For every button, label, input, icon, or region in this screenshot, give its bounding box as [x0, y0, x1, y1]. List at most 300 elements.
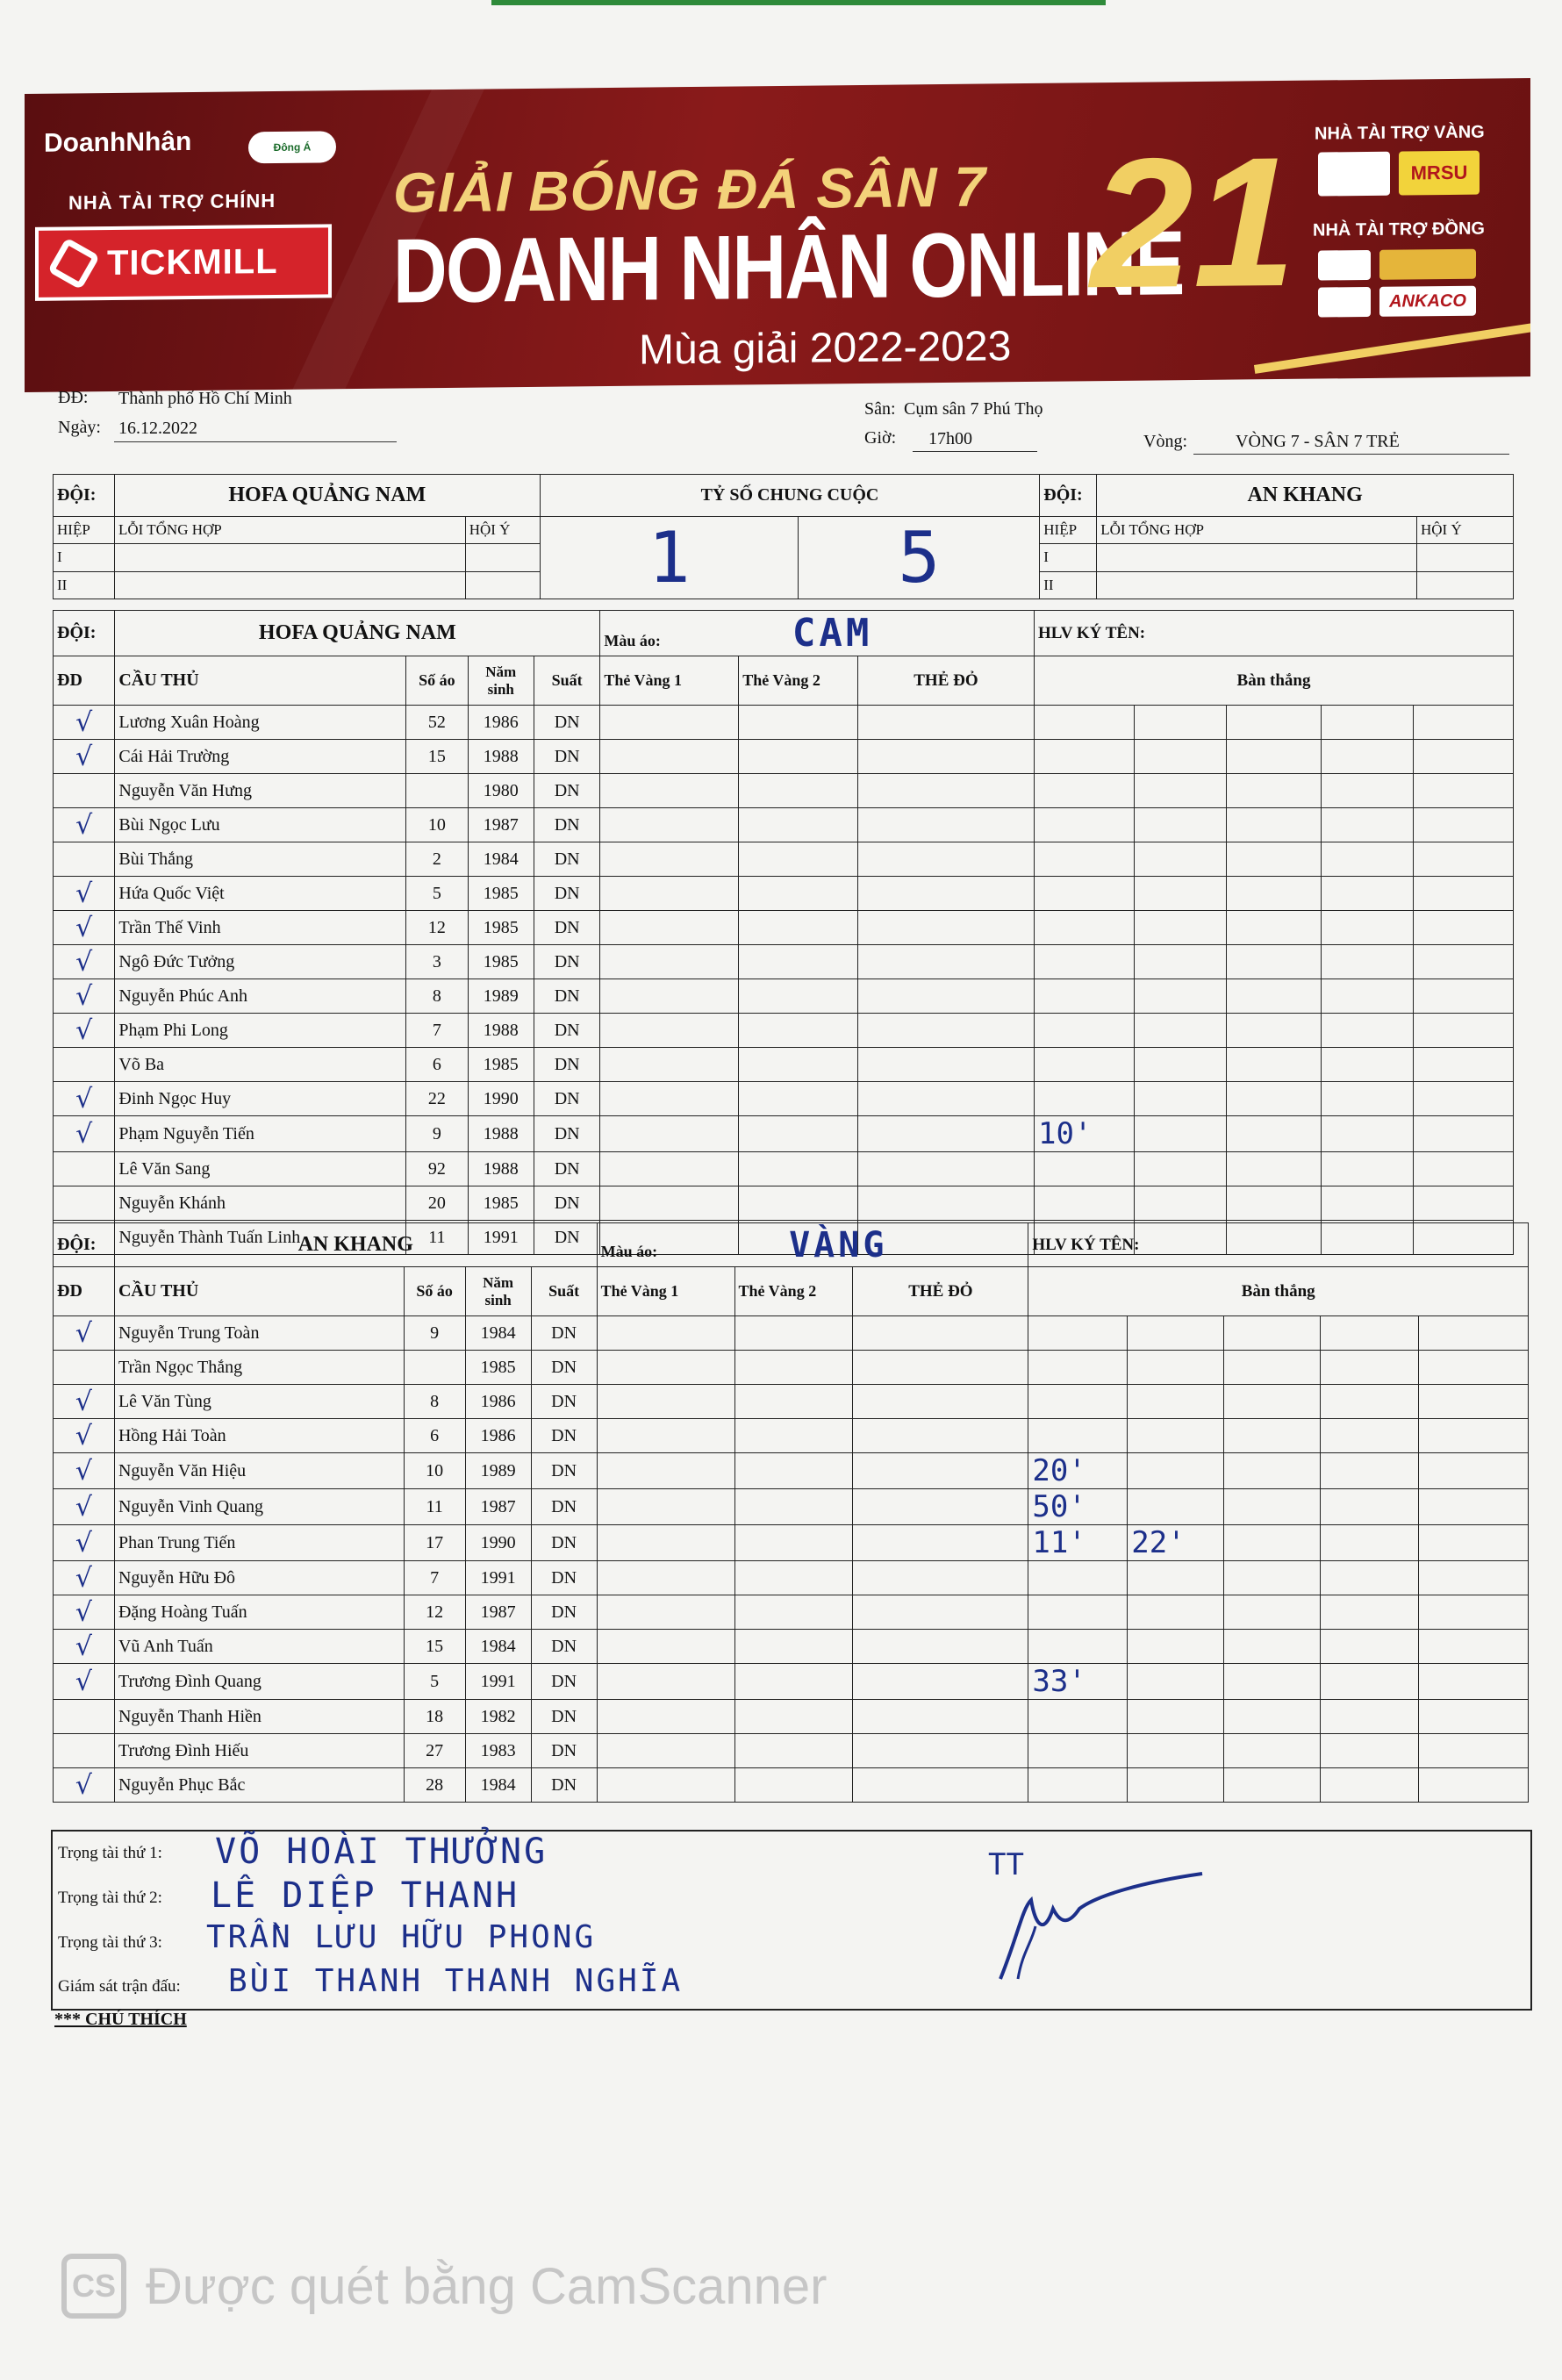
referee1-value: VÕ HOÀI THƯỞNG	[215, 1832, 548, 1872]
round-value: VÒNG 7 - SÂN 7 TRẺ	[1236, 432, 1400, 451]
team1-shirt-number: 2	[406, 842, 468, 877]
team2-shirt-number: 7	[404, 1561, 465, 1595]
team1-goal-cell	[1321, 877, 1414, 911]
team1-player-row	[54, 842, 1514, 877]
team2-goal-cell	[1028, 1700, 1128, 1734]
team2-label: ĐỘI:	[54, 1223, 115, 1267]
team-b-name: AN KHANG	[1097, 475, 1514, 517]
signature	[983, 1847, 1211, 1988]
team2-goal-cell	[1419, 1351, 1529, 1385]
team1-player-type: DN	[534, 1152, 599, 1186]
team-a-label: ĐỘI:	[54, 475, 115, 517]
team2-card-cell	[734, 1419, 853, 1453]
team1-goal-cell	[1134, 1116, 1227, 1152]
gold-sponsor-logo-2: MRSU	[1399, 151, 1480, 196]
team1-card-cell	[857, 1014, 1034, 1048]
team2-check-mark: √	[54, 1316, 115, 1351]
team1-player-name: Ngô Đức Tưởng	[115, 945, 406, 979]
team2-player-row	[54, 1316, 1529, 1351]
team2-goal-cell	[1224, 1316, 1321, 1351]
team2-card-cell	[597, 1768, 734, 1803]
team1-goal-cell	[1414, 842, 1514, 877]
team1-shirt-number: 8	[406, 979, 468, 1014]
team1-shirt-number: 15	[406, 740, 468, 774]
gold-sponsor-label: NHÀ TÀI TRỢ VÀNG	[1315, 122, 1485, 144]
team2-player-header: CẦU THỦ	[114, 1267, 404, 1316]
team2-shirt-number: 10	[404, 1453, 465, 1489]
team1-goal-cell	[1321, 774, 1414, 808]
team2-goal-cell	[1224, 1489, 1321, 1525]
team1-card-cell	[857, 877, 1034, 911]
team1-card-cell	[857, 808, 1034, 842]
team2-goal-cell	[1128, 1734, 1224, 1768]
referee-box	[51, 1830, 1532, 2011]
team2-goal-cell	[1128, 1700, 1224, 1734]
team1-card-cell	[857, 842, 1034, 877]
team2-card-cell	[853, 1561, 1028, 1595]
team2-player-name: Nguyễn Văn Hiệu	[114, 1453, 404, 1489]
team1-check-mark: √	[54, 1014, 115, 1048]
team1-player-name: Trần Thế Vinh	[115, 911, 406, 945]
team1-card-cell	[857, 945, 1034, 979]
team1-goal-cell	[1034, 1186, 1134, 1221]
team2-goal-cell	[1028, 1351, 1128, 1385]
team1-goal-cell	[1134, 877, 1227, 911]
score-table	[53, 474, 1514, 599]
team1-birth-year: 1985	[468, 1048, 534, 1082]
team1-shirt-number: 5	[406, 877, 468, 911]
team1-check-mark: √	[54, 1082, 115, 1116]
team2-player-type: DN	[531, 1385, 597, 1419]
team2-birth-year: 1991	[465, 1561, 531, 1595]
team1-shirt-number: 10	[406, 808, 468, 842]
team1-card-cell	[600, 740, 739, 774]
team1-card-cell	[600, 1152, 739, 1186]
team1-goal-cell	[1034, 808, 1134, 842]
gold-sponsor-logo-1	[1318, 152, 1390, 197]
team1-goal-cell	[1134, 1152, 1227, 1186]
team1-goal-cell	[1034, 1152, 1134, 1186]
team1-card-cell	[600, 979, 739, 1014]
team2-birth-year: 1984	[465, 1768, 531, 1803]
team2-shirt-number: 12	[404, 1595, 465, 1630]
team1-player-row	[54, 979, 1514, 1014]
team1-player-row	[54, 774, 1514, 808]
team1-check-mark: √	[54, 706, 115, 740]
team2-card-cell	[734, 1525, 853, 1561]
team-a-name: HOFA QUẢNG NAM	[114, 475, 540, 517]
team2-check-mark	[54, 1351, 115, 1385]
team2-goal-cell	[1128, 1351, 1224, 1385]
team1-goal-cell	[1034, 774, 1134, 808]
team1-birth-year: 1985	[468, 877, 534, 911]
team1-goal-cell	[1227, 740, 1322, 774]
team2-player-row	[54, 1595, 1529, 1630]
team1-goal-cell	[1321, 1082, 1414, 1116]
team2-check-mark: √	[54, 1453, 115, 1489]
team1-player-name: Nguyễn Khánh	[115, 1186, 406, 1221]
team2-shirt-number: 27	[404, 1734, 465, 1768]
team1-goal-cell	[1134, 740, 1227, 774]
team2-goal-cell	[1224, 1385, 1321, 1419]
team1-player-row	[54, 1186, 1514, 1221]
team1-card-cell	[857, 1082, 1034, 1116]
team2-goal-cell	[1419, 1385, 1529, 1419]
team2-goal-cell	[1224, 1664, 1321, 1700]
team2-goal-cell	[1224, 1453, 1321, 1489]
team2-check-mark: √	[54, 1664, 115, 1700]
team2-player-type: DN	[531, 1453, 597, 1489]
team2-player-name: Lê Văn Tùng	[114, 1385, 404, 1419]
team1-birth-year: 1989	[468, 979, 534, 1014]
main-sponsor-label: NHÀ TÀI TRỢ CHÍNH	[68, 189, 276, 214]
team2-birth-year: 1991	[465, 1664, 531, 1700]
team1-card-cell	[857, 706, 1034, 740]
team1-goal-cell	[1227, 1116, 1322, 1152]
banner-gold-bar	[1254, 320, 1530, 374]
team2-goal-cell	[1419, 1630, 1529, 1664]
team1-goal-cell	[1321, 1152, 1414, 1186]
team2-card-cell	[734, 1316, 853, 1351]
team1-player-row	[54, 911, 1514, 945]
tickmill-hex-icon	[47, 237, 100, 290]
team2-check-mark: √	[54, 1419, 115, 1453]
team1-check-mark	[54, 842, 115, 877]
team1-player-type: DN	[534, 1014, 599, 1048]
team2-player-type: DN	[531, 1489, 597, 1525]
team2-goal-cell	[1028, 1630, 1128, 1664]
referee1-label: Trọng tài thứ 1:	[58, 1844, 162, 1862]
team2-player-row	[54, 1525, 1529, 1561]
half-2-b: II	[1040, 571, 1097, 599]
team1-goal-cell	[1321, 1048, 1414, 1082]
camscanner-text: Được quét bằng CamScanner	[146, 2257, 828, 2315]
team2-player-type: DN	[531, 1700, 597, 1734]
team1-goal-cell	[1134, 1048, 1227, 1082]
camscanner-watermark	[61, 2254, 828, 2319]
team1-player-name: Nguyễn Văn Hưng	[115, 774, 406, 808]
team1-player-type: DN	[534, 808, 599, 842]
team2-goal-cell	[1419, 1595, 1529, 1630]
team1-check-mark: √	[54, 945, 115, 979]
team2-card-cell	[734, 1700, 853, 1734]
half-label-a: HIỆP	[54, 517, 115, 544]
team2-birth-year: 1990	[465, 1525, 531, 1561]
team1-goal-cell	[1321, 706, 1414, 740]
team2-goal-cell	[1321, 1316, 1419, 1351]
team2-goal-cell	[1224, 1700, 1321, 1734]
team2-birth-year: 1987	[465, 1595, 531, 1630]
team1-player-type: DN	[534, 1082, 599, 1116]
team1-goal-cell	[1227, 706, 1322, 740]
team2-goal-cell	[1419, 1768, 1529, 1803]
team1-player-row	[54, 1048, 1514, 1082]
team2-check-mark: √	[54, 1561, 115, 1595]
team2-card-cell	[734, 1768, 853, 1803]
team2-card-cell	[853, 1453, 1028, 1489]
team2-goal-cell	[1128, 1385, 1224, 1419]
team2-goal-cell	[1321, 1453, 1419, 1489]
team1-player-name: Lê Văn Sang	[115, 1152, 406, 1186]
team2-goal-cell	[1028, 1734, 1128, 1768]
team2-shirt-number: 15	[404, 1630, 465, 1664]
team2-card-cell	[597, 1453, 734, 1489]
team1-check-mark: √	[54, 979, 115, 1014]
team2-shirt-number	[404, 1351, 465, 1385]
team1-goal-cell	[1321, 979, 1414, 1014]
team2-card-cell	[853, 1595, 1028, 1630]
team1-card-cell	[600, 808, 739, 842]
team2-check-mark: √	[54, 1595, 115, 1630]
team2-player-name: Phan Trung Tiến	[114, 1525, 404, 1561]
team2-goal-cell	[1419, 1561, 1529, 1595]
team2-goal-cell: 22'	[1128, 1525, 1224, 1561]
team1-goal-cell	[1034, 842, 1134, 877]
team1-player-row	[54, 945, 1514, 979]
team2-goal-cell	[1224, 1734, 1321, 1768]
team2-goal-cell	[1128, 1561, 1224, 1595]
team2-card-cell	[853, 1630, 1028, 1664]
team1-player-name: Nguyễn Phúc Anh	[115, 979, 406, 1014]
team1-year-header: Năm sinh	[468, 656, 534, 706]
team1-roster	[53, 610, 1514, 1255]
team1-check-mark: √	[54, 911, 115, 945]
team2-shirt-number: 11	[404, 1489, 465, 1525]
team1-birth-year: 1988	[468, 740, 534, 774]
team2-type-header: Suất	[531, 1267, 597, 1316]
team2-card-cell	[853, 1316, 1028, 1351]
team2-goal-cell	[1419, 1525, 1529, 1561]
team2-player-row	[54, 1700, 1529, 1734]
team1-card-cell	[739, 808, 858, 842]
team2-card-cell	[597, 1316, 734, 1351]
team2-player-type: DN	[531, 1351, 597, 1385]
team2-player-type: DN	[531, 1768, 597, 1803]
team1-goal-cell	[1227, 1082, 1322, 1116]
team2-goal-cell	[1419, 1664, 1529, 1700]
team2-goal-cell: 50'	[1028, 1489, 1128, 1525]
team1-goal-cell	[1134, 706, 1227, 740]
team1-goal-cell	[1034, 979, 1134, 1014]
time-label: Giờ:	[864, 428, 897, 448]
location-value: Thành phố Hồ Chí Minh	[118, 389, 292, 408]
half-1-b: I	[1040, 544, 1097, 571]
team1-card-cell	[600, 1082, 739, 1116]
referee3-value: TRẦN LƯU HỮU PHONG	[206, 1919, 597, 1955]
referee3-label: Trọng tài thứ 3:	[58, 1933, 162, 1952]
team2-goal-cell	[1321, 1630, 1419, 1664]
team1-card-cell	[600, 774, 739, 808]
field-label: Sân:	[864, 399, 896, 419]
round-underline	[1193, 454, 1509, 455]
team1-birth-year: 1988	[468, 1116, 534, 1152]
team2-goal-cell	[1028, 1595, 1128, 1630]
team1-goal-cell	[1134, 1014, 1227, 1048]
team2-birth-year: 1989	[465, 1453, 531, 1489]
team1-card-cell	[857, 1116, 1034, 1152]
team1-type-header: Suất	[534, 656, 599, 706]
team2-goal-cell: 20'	[1028, 1453, 1128, 1489]
team1-yellow1-header: Thẻ Vàng 1	[600, 656, 739, 706]
bronze-sponsor-logo-4: ANKACO	[1379, 286, 1476, 317]
team2-player-row	[54, 1630, 1529, 1664]
team1-card-cell	[739, 706, 858, 740]
team2-birth-year: 1987	[465, 1489, 531, 1525]
team1-goal-cell	[1034, 1014, 1134, 1048]
team2-goal-cell	[1128, 1316, 1224, 1351]
team2-card-cell	[853, 1700, 1028, 1734]
team2-shirt-header: Số áo	[404, 1267, 465, 1316]
team2-goal-cell	[1128, 1595, 1224, 1630]
team2-card-cell	[597, 1700, 734, 1734]
banner-season: Mùa giải 2022-2023	[639, 323, 1012, 374]
team1-card-cell	[739, 945, 858, 979]
team1-goal-cell	[1414, 1186, 1514, 1221]
team2-shirt-color: VÀNG	[789, 1224, 888, 1265]
team1-check-mark	[54, 1152, 115, 1186]
team2-goal-cell	[1028, 1316, 1128, 1351]
team1-player-type: DN	[534, 706, 599, 740]
team1-goal-cell	[1227, 1186, 1322, 1221]
doanhnhan-logo: DoanhNhân	[44, 126, 192, 158]
team2-goal-cell	[1224, 1419, 1321, 1453]
team1-shirt-number: 52	[406, 706, 468, 740]
team2-player-type: DN	[531, 1525, 597, 1561]
team1-card-cell	[600, 842, 739, 877]
team1-birth-year: 1985	[468, 911, 534, 945]
team1-player-type: DN	[534, 1116, 599, 1152]
date-underline	[114, 441, 397, 442]
team1-player-name: Cái Hải Trường	[115, 740, 406, 774]
team1-shirt-number: 3	[406, 945, 468, 979]
team1-dd-header: ĐD	[54, 656, 115, 706]
team2-player-row	[54, 1489, 1529, 1525]
team1-player-type: DN	[534, 911, 599, 945]
team2-card-cell	[853, 1768, 1028, 1803]
team1-card-cell	[600, 945, 739, 979]
team1-player-name: Phạm Nguyễn Tiến	[115, 1116, 406, 1152]
team2-card-cell	[734, 1734, 853, 1768]
team2-birth-year: 1983	[465, 1734, 531, 1768]
team2-player-row	[54, 1385, 1529, 1419]
team2-card-cell	[853, 1525, 1028, 1561]
team2-birth-year: 1986	[465, 1385, 531, 1419]
team1-player-row	[54, 1014, 1514, 1048]
signature-stroke-icon	[983, 1847, 1211, 1988]
timeout-label-b: HỘI Ý	[1417, 517, 1514, 544]
team2-card-cell	[734, 1630, 853, 1664]
team2-player-row	[54, 1664, 1529, 1700]
team1-goal-cell	[1414, 979, 1514, 1014]
team1-card-cell	[739, 877, 858, 911]
team2-player-row	[54, 1419, 1529, 1453]
team2-card-cell	[853, 1734, 1028, 1768]
team2-goal-cell	[1224, 1351, 1321, 1385]
team1-player-row	[54, 808, 1514, 842]
time-value: 17h00	[928, 429, 972, 448]
team2-goal-cell	[1224, 1561, 1321, 1595]
referee2-value: LÊ DIỆP THANH	[211, 1875, 520, 1916]
team2-card-cell	[734, 1561, 853, 1595]
team2-goal-cell	[1321, 1561, 1419, 1595]
team1-check-mark	[54, 1186, 115, 1221]
team1-card-cell	[857, 740, 1034, 774]
bronze-sponsor-logo-2	[1379, 249, 1476, 280]
team1-goal-cell	[1134, 1186, 1227, 1221]
team1-goal-cell	[1227, 979, 1322, 1014]
team2-card-cell	[734, 1595, 853, 1630]
team2-card-cell	[597, 1351, 734, 1385]
team2-birth-year: 1984	[465, 1316, 531, 1351]
team1-goal-cell	[1414, 1048, 1514, 1082]
team1-player-name: Đinh Ngọc Huy	[115, 1082, 406, 1116]
team2-goal-cell	[1419, 1489, 1529, 1525]
team1-shirt-number: 9	[406, 1116, 468, 1152]
half-2-a: II	[54, 571, 115, 599]
time-underline	[913, 451, 1037, 452]
team1-goal-cell	[1414, 808, 1514, 842]
team2-player-name: Nguyễn Trung Toàn	[114, 1316, 404, 1351]
team1-goal-cell	[1134, 979, 1227, 1014]
team2-coach-label: HLV KÝ TÊN:	[1032, 1236, 1140, 1254]
team1-goal-cell	[1227, 945, 1322, 979]
team1-shirt-number: 22	[406, 1082, 468, 1116]
half-1-a: I	[54, 544, 115, 571]
team1-player-name: Bùi Thắng	[115, 842, 406, 877]
team1-goal-cell	[1321, 842, 1414, 877]
fouls-label-a: LỖI TỔNG HỢP	[114, 517, 465, 544]
team1-player-type: DN	[534, 1186, 599, 1221]
team2-goal-cell	[1128, 1630, 1224, 1664]
team2-dd-header: ĐD	[54, 1267, 115, 1316]
team1-goal-cell	[1414, 1152, 1514, 1186]
team1-birth-year: 1986	[468, 706, 534, 740]
team2-player-row	[54, 1734, 1529, 1768]
team1-card-cell	[857, 1152, 1034, 1186]
team1-goal-cell	[1414, 945, 1514, 979]
team1-goal-cell	[1134, 1082, 1227, 1116]
team2-goal-cell	[1224, 1595, 1321, 1630]
team1-goal-cell	[1414, 911, 1514, 945]
team1-card-cell	[600, 1116, 739, 1152]
team1-card-cell	[857, 774, 1034, 808]
team2-player-type: DN	[531, 1595, 597, 1630]
team2-card-cell	[597, 1419, 734, 1453]
team1-goal-cell	[1414, 1082, 1514, 1116]
team2-player-name: Trương Đình Hiếu	[114, 1734, 404, 1768]
team2-player-row	[54, 1768, 1529, 1803]
team2-card-cell	[853, 1419, 1028, 1453]
team1-birth-year: 1980	[468, 774, 534, 808]
team1-card-cell	[600, 911, 739, 945]
team2-player-type: DN	[531, 1419, 597, 1453]
team2-name: AN KHANG	[114, 1223, 597, 1267]
team1-check-mark	[54, 774, 115, 808]
team1-goal-cell	[1034, 740, 1134, 774]
team1-goal-cell	[1321, 1186, 1414, 1221]
team1-card-cell	[739, 1186, 858, 1221]
team1-card-cell	[739, 1116, 858, 1152]
tournament-banner	[25, 78, 1530, 392]
team2-player-name: Vũ Anh Tuấn	[114, 1630, 404, 1664]
score-team-b: 5	[799, 517, 1040, 599]
team2-goal-cell	[1419, 1734, 1529, 1768]
referee2-label: Trọng tài thứ 2:	[58, 1889, 162, 1907]
team1-goal-cell	[1134, 945, 1227, 979]
team2-yellow2-header: Thẻ Vàng 2	[734, 1267, 853, 1316]
team1-card-cell	[600, 1014, 739, 1048]
round-label: Vòng:	[1143, 432, 1187, 451]
